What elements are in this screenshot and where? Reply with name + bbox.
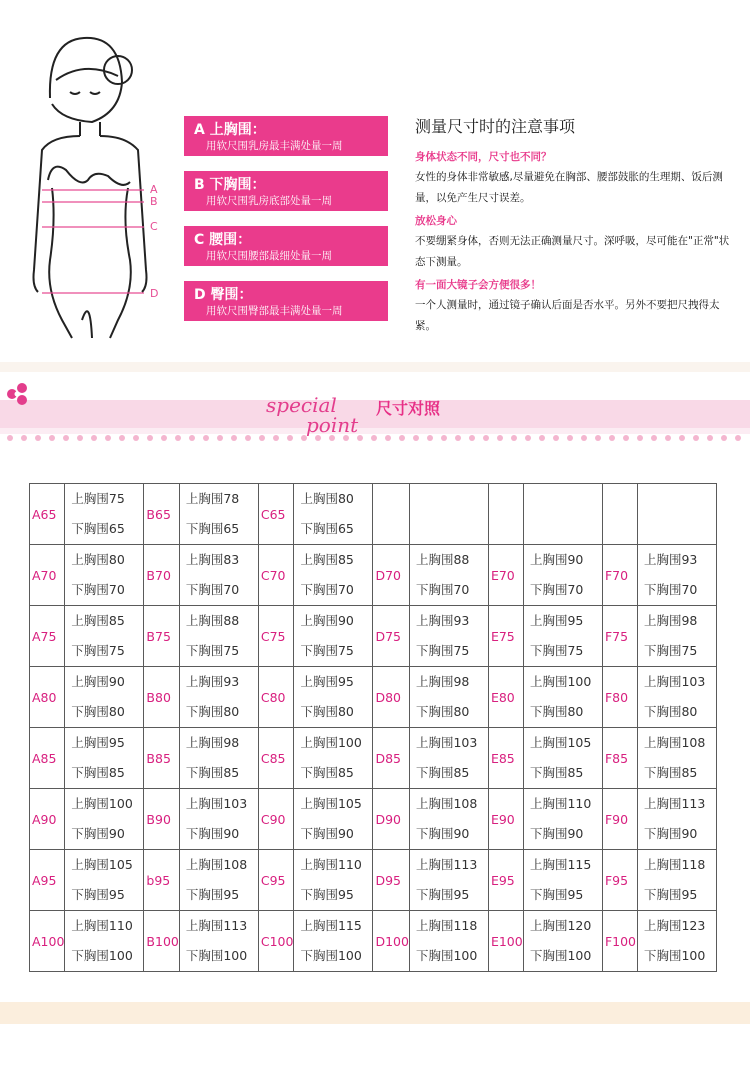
size-code-cell: A75 <box>30 606 65 667</box>
under-bust-value: 下胸围65 <box>71 521 125 536</box>
size-values-cell <box>65 606 144 667</box>
size-values-cell <box>637 606 716 667</box>
size-code-cell: E75 <box>488 606 523 667</box>
notes-paragraph-relax: 不要绷紧身体，否则无法正确测量尺寸。深呼吸，尽可能在"正常"状态下测量。 <box>415 235 730 268</box>
size-code-cell: F90 <box>602 789 637 850</box>
size-chart-title: 尺寸对照 <box>376 399 441 418</box>
under-bust-value: 下胸围70 <box>415 582 470 597</box>
size-code-cell: C70 <box>258 545 294 606</box>
size-code-cell: A95 <box>30 850 65 911</box>
size-values-cell <box>409 728 488 789</box>
under-bust-value: 下胸围80 <box>300 704 354 719</box>
size-values-cell <box>294 606 373 667</box>
size-values-cell <box>637 789 716 850</box>
size-values-cell <box>523 667 602 728</box>
under-bust-value: 下胸围80 <box>185 704 240 719</box>
notes-subheading-relax: 放松身心 <box>415 215 457 227</box>
upper-bust-value: 上胸围93 <box>415 613 470 628</box>
size-values-cell <box>523 545 602 606</box>
upper-bust-value: 上胸围100 <box>71 796 133 811</box>
measure-bar-desc: 用软尺围腰部最细处量一周 <box>206 250 332 262</box>
upper-bust-value: 上胸围110 <box>71 918 133 933</box>
notes-heading: 测量尺寸时的注意事项 <box>415 117 576 136</box>
under-bust-value: 下胸围85 <box>529 765 584 780</box>
under-bust-value: 下胸围75 <box>529 643 584 658</box>
upper-bust-value: 上胸围88 <box>185 613 240 628</box>
size-code-cell: D90 <box>373 789 409 850</box>
size-values-cell <box>637 667 716 728</box>
size-values-cell <box>294 789 373 850</box>
size-row <box>30 606 717 667</box>
upper-bust-value: 上胸围98 <box>643 613 698 628</box>
under-bust-value: 下胸围80 <box>415 704 470 719</box>
size-code-cell: A80 <box>30 667 65 728</box>
size-values-cell <box>294 728 373 789</box>
size-values-cell <box>65 484 144 545</box>
figure-label-c: C <box>150 220 158 233</box>
size-values-cell <box>179 911 258 972</box>
measurement-notes <box>415 114 735 337</box>
upper-bust-value: 上胸围123 <box>643 918 706 933</box>
under-bust-value: 下胸围85 <box>300 765 354 780</box>
size-values-cell <box>179 484 258 545</box>
size-code-cell: E70 <box>488 545 523 606</box>
size-code-cell: D70 <box>373 545 409 606</box>
size-values-cell <box>637 911 716 972</box>
size-values-cell <box>179 850 258 911</box>
notes-subheading-mirror: 有一面大镜子会方便很多！ <box>415 279 541 291</box>
under-bust-value: 下胸围80 <box>71 704 125 719</box>
size-values-cell <box>409 667 488 728</box>
measure-bar-b <box>184 171 388 211</box>
size-code-cell: C95 <box>258 850 294 911</box>
size-values-cell <box>637 545 716 606</box>
banner-decoration <box>0 372 750 452</box>
upper-bust-value: 上胸围115 <box>300 918 362 933</box>
upper-bust-value: 上胸围85 <box>71 613 125 628</box>
measure-bar-title: A 上胸围： <box>194 122 266 138</box>
size-code-cell: A70 <box>30 545 65 606</box>
size-code-cell: A85 <box>30 728 65 789</box>
under-bust-value: 下胸围70 <box>185 582 240 597</box>
size-code-cell: D75 <box>373 606 409 667</box>
upper-bust-value: 上胸围120 <box>529 918 592 933</box>
size-code-cell: C75 <box>258 606 294 667</box>
size-row <box>30 850 717 911</box>
notes-subheading-body-state: 身体状态不同，尺寸也不同？ <box>415 151 552 163</box>
upper-bust-value: 上胸围93 <box>185 674 240 689</box>
upper-bust-value: 上胸围105 <box>300 796 362 811</box>
under-bust-value: 下胸围70 <box>71 582 125 597</box>
upper-bust-value: 上胸围95 <box>529 613 584 628</box>
size-values-cell <box>523 911 602 972</box>
upper-bust-value: 上胸围103 <box>185 796 248 811</box>
size-code-cell: F100 <box>602 911 637 972</box>
size-code-cell: F95 <box>602 850 637 911</box>
upper-bust-value: 上胸围90 <box>300 613 354 628</box>
size-code-cell: F75 <box>602 606 637 667</box>
size-code-cell: A90 <box>30 789 65 850</box>
upper-bust-value: 上胸围95 <box>300 674 354 689</box>
size-code-cell: C80 <box>258 667 294 728</box>
upper-bust-value: 上胸围93 <box>643 552 698 567</box>
under-bust-value: 下胸围90 <box>300 826 354 841</box>
size-values-cell <box>294 911 373 972</box>
notes-paragraph-mirror: 一个人测量时，通过镜子确认后面是否水平。另外不要把尺拽得太紧。 <box>415 299 720 332</box>
upper-bust-value: 上胸围100 <box>529 674 592 689</box>
size-code-cell: A100 <box>30 911 65 972</box>
size-values-cell <box>179 545 258 606</box>
upper-bust-value: 上胸围80 <box>300 491 354 506</box>
banner-script-point: point <box>306 413 359 437</box>
measure-bar-c <box>184 226 388 266</box>
size-values-cell <box>294 484 373 545</box>
size-values-cell <box>409 606 488 667</box>
size-code-cell: B75 <box>144 606 179 667</box>
under-bust-value: 下胸围85 <box>71 765 125 780</box>
under-bust-value: 下胸围100 <box>415 948 478 963</box>
under-bust-value: 下胸围75 <box>415 643 470 658</box>
size-values-cell <box>179 667 258 728</box>
under-bust-value: 下胸围95 <box>529 887 584 902</box>
measure-bar-title: C 腰围： <box>194 232 252 248</box>
size-code-cell: E100 <box>488 911 523 972</box>
size-code-cell: E90 <box>488 789 523 850</box>
upper-bust-value: 上胸围95 <box>71 735 125 750</box>
upper-bust-value: 上胸围78 <box>185 491 240 506</box>
upper-bust-value: 上胸围108 <box>415 796 478 811</box>
upper-bust-value: 上胸围118 <box>415 918 478 933</box>
size-values-cell <box>409 911 488 972</box>
under-bust-value: 下胸围75 <box>300 643 354 658</box>
size-values-cell <box>409 484 488 545</box>
upper-bust-value: 上胸围113 <box>185 918 248 933</box>
upper-bust-value: 上胸围103 <box>415 735 478 750</box>
measure-bar-desc: 用软尺围乳房最丰满处量一周 <box>206 140 343 152</box>
figure-label-a: A <box>150 183 158 196</box>
upper-bust-value: 上胸围108 <box>643 735 706 750</box>
size-values-cell <box>523 789 602 850</box>
figure-label-b: B <box>150 195 158 208</box>
upper-bust-value: 上胸围105 <box>529 735 592 750</box>
under-bust-value: 下胸围95 <box>185 887 240 902</box>
size-values-cell <box>65 850 144 911</box>
upper-bust-value: 上胸围85 <box>300 552 354 567</box>
under-bust-value: 下胸围95 <box>643 887 698 902</box>
size-code-cell: B65 <box>144 484 179 545</box>
measure-bar-d <box>184 281 388 321</box>
size-values-cell <box>637 850 716 911</box>
section-divider <box>0 362 750 372</box>
size-values-cell <box>65 789 144 850</box>
measure-bar-desc: 用软尺围臀部最丰满处量一周 <box>206 305 343 317</box>
size-values-cell <box>523 728 602 789</box>
size-code-cell: F85 <box>602 728 637 789</box>
under-bust-value: 下胸围100 <box>185 948 248 963</box>
upper-bust-value: 上胸围110 <box>529 796 592 811</box>
under-bust-value: 下胸围70 <box>300 582 354 597</box>
under-bust-value: 下胸围100 <box>643 948 706 963</box>
size-code-cell: E85 <box>488 728 523 789</box>
size-row <box>30 545 717 606</box>
upper-bust-value: 上胸围105 <box>71 857 133 872</box>
under-bust-value: 下胸围100 <box>71 948 133 963</box>
under-bust-value: 下胸围85 <box>415 765 470 780</box>
under-bust-value: 下胸围90 <box>643 826 698 841</box>
under-bust-value: 下胸围85 <box>185 765 240 780</box>
under-bust-value: 下胸围80 <box>529 704 584 719</box>
size-code-cell: D95 <box>373 850 409 911</box>
upper-bust-value: 上胸围115 <box>529 857 592 872</box>
size-code-cell: C65 <box>258 484 294 545</box>
size-code-cell: E80 <box>488 667 523 728</box>
size-code-cell: C100 <box>258 911 294 972</box>
size-code-cell: E95 <box>488 850 523 911</box>
size-values-cell <box>179 728 258 789</box>
size-code-cell <box>373 484 409 545</box>
size-values-cell <box>65 911 144 972</box>
size-code-cell: B85 <box>144 728 179 789</box>
banner-script-special: special <box>266 393 337 417</box>
under-bust-value: 下胸围70 <box>529 582 584 597</box>
size-code-cell: B90 <box>144 789 179 850</box>
size-code-cell: D80 <box>373 667 409 728</box>
upper-bust-value: 上胸围113 <box>643 796 706 811</box>
body-figure-illustration <box>22 20 172 340</box>
size-code-cell: B80 <box>144 667 179 728</box>
size-values-cell <box>637 484 716 545</box>
under-bust-value: 下胸围95 <box>71 887 125 902</box>
size-code-cell: b95 <box>144 850 179 911</box>
upper-bust-value: 上胸围118 <box>643 857 706 872</box>
under-bust-value: 下胸围85 <box>643 765 698 780</box>
size-values-cell <box>65 728 144 789</box>
footer-strip <box>0 1002 750 1024</box>
size-code-cell: F70 <box>602 545 637 606</box>
notes-paragraph-body-state: 女性的身体非常敏感,尽量避免在胸部、腰部鼓胀的生理期、饭后测量，以免产生尺寸误差。 <box>415 171 723 204</box>
under-bust-value: 下胸围65 <box>300 521 354 536</box>
figure-label-d: D <box>150 287 159 300</box>
size-values-cell <box>65 667 144 728</box>
size-values-cell <box>637 728 716 789</box>
size-row <box>30 484 717 545</box>
upper-bust-value: 上胸围98 <box>185 735 240 750</box>
size-code-cell: A65 <box>30 484 65 545</box>
upper-bust-value: 上胸围113 <box>415 857 478 872</box>
under-bust-value: 下胸围70 <box>643 582 698 597</box>
upper-bust-value: 上胸围108 <box>185 857 248 872</box>
size-values-cell <box>294 850 373 911</box>
under-bust-value: 下胸围75 <box>643 643 698 658</box>
size-code-cell: B70 <box>144 545 179 606</box>
under-bust-value: 下胸围95 <box>300 887 354 902</box>
under-bust-value: 下胸围75 <box>185 643 240 658</box>
upper-bust-value: 上胸围110 <box>300 857 362 872</box>
size-values-cell <box>523 484 602 545</box>
size-values-cell <box>523 850 602 911</box>
size-code-cell <box>488 484 523 545</box>
upper-bust-value: 上胸围75 <box>71 491 125 506</box>
measure-bar-title: D 臀围： <box>194 287 253 303</box>
size-values-cell <box>294 545 373 606</box>
size-row <box>30 789 717 850</box>
upper-bust-value: 上胸围98 <box>415 674 470 689</box>
size-values-cell <box>294 667 373 728</box>
size-code-cell: F80 <box>602 667 637 728</box>
under-bust-value: 下胸围65 <box>185 521 240 536</box>
size-values-cell <box>179 606 258 667</box>
under-bust-value: 下胸围90 <box>529 826 584 841</box>
size-row <box>30 728 717 789</box>
size-code-cell: D85 <box>373 728 409 789</box>
size-code-cell: C85 <box>258 728 294 789</box>
under-bust-value: 下胸围90 <box>415 826 470 841</box>
size-code-cell: C90 <box>258 789 294 850</box>
under-bust-value: 下胸围90 <box>71 826 125 841</box>
size-code-cell: B100 <box>144 911 179 972</box>
size-values-cell <box>409 789 488 850</box>
size-values-cell <box>179 789 258 850</box>
under-bust-value: 下胸围100 <box>529 948 592 963</box>
under-bust-value: 下胸围75 <box>71 643 125 658</box>
upper-bust-value: 上胸围90 <box>529 552 584 567</box>
upper-bust-value: 上胸围90 <box>71 674 125 689</box>
size-row <box>30 911 717 972</box>
size-values-cell <box>409 545 488 606</box>
size-row <box>30 667 717 728</box>
size-chart-table <box>29 483 717 972</box>
upper-bust-value: 上胸围88 <box>415 552 470 567</box>
measure-bar-a <box>184 116 388 156</box>
upper-bust-value: 上胸围80 <box>71 552 125 567</box>
size-chart-banner <box>0 372 750 452</box>
upper-bust-value: 上胸围100 <box>300 735 362 750</box>
size-values-cell <box>523 606 602 667</box>
measure-bar-title: B 下胸围： <box>194 177 266 193</box>
under-bust-value: 下胸围90 <box>185 826 240 841</box>
size-values-cell <box>65 545 144 606</box>
under-bust-value: 下胸围100 <box>300 948 362 963</box>
measure-bar-desc: 用软尺围乳房底部处量一周 <box>206 195 332 207</box>
under-bust-value: 下胸围80 <box>643 704 698 719</box>
upper-bust-value: 上胸围83 <box>185 552 240 567</box>
under-bust-value: 下胸围95 <box>415 887 470 902</box>
size-code-cell: D100 <box>373 911 409 972</box>
size-values-cell <box>409 850 488 911</box>
size-code-cell <box>602 484 637 545</box>
upper-bust-value: 上胸围103 <box>643 674 706 689</box>
